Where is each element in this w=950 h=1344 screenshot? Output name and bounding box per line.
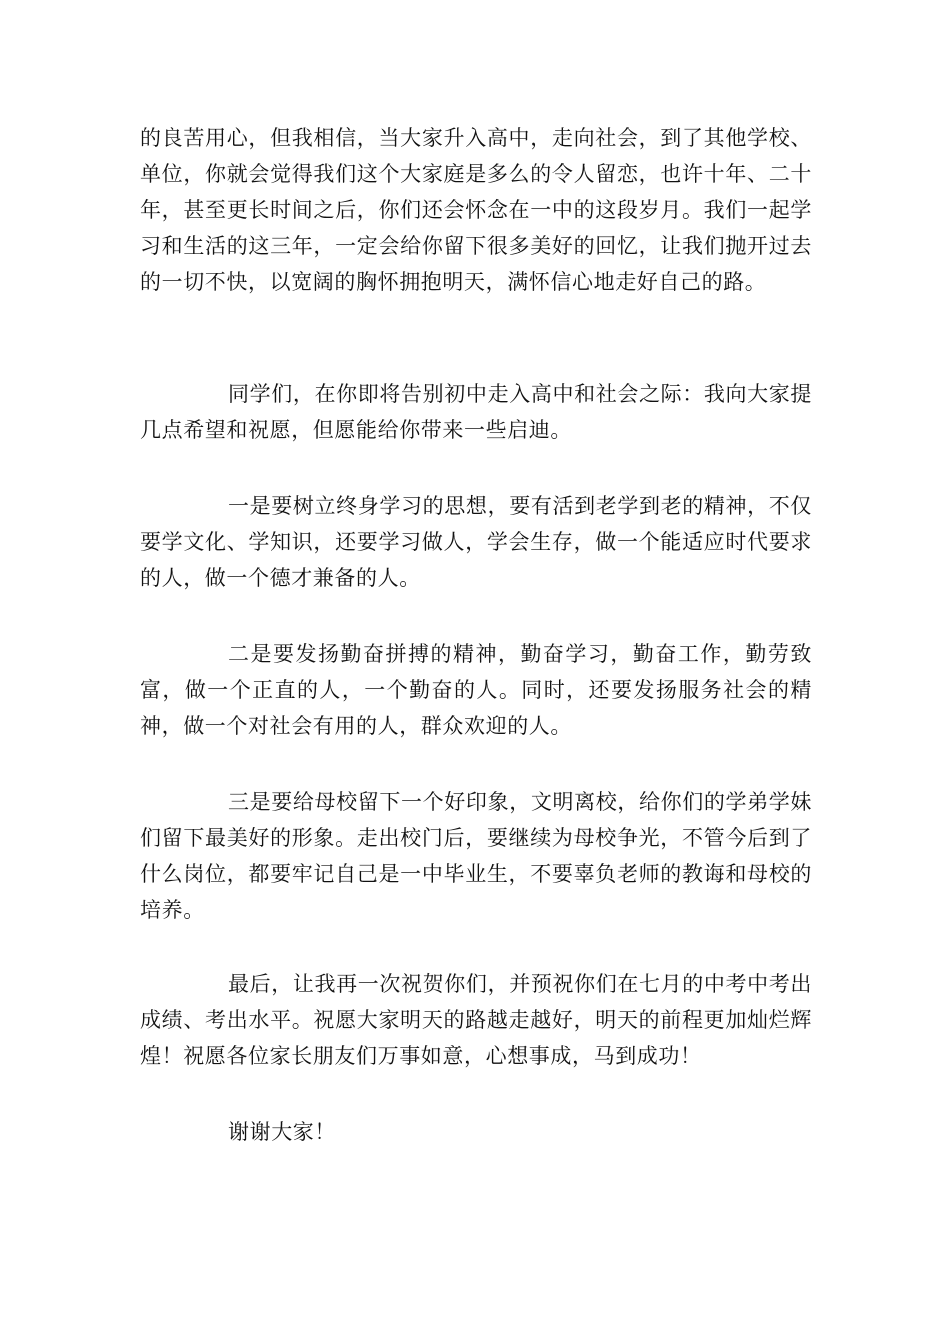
paragraph-greeting: 同学们，在你即将告别初中走入高中和社会之际：我向大家提几点希望和祝愿，但愿能给你带来一些启迪。 xyxy=(140,382,812,442)
paragraph-thanks: 谢谢大家！ xyxy=(228,1120,336,1144)
paragraph-hope-three: 三是要给母校留下一个好印象，文明离校，给你们的学弟学妹们留下最美好的形象。走出校门后，要继续为母校争光，不管今后到了什么岗位，都要牢记自己是一中毕业生，不要辜负老师的教诲和母校的培养。 xyxy=(140,790,812,922)
paragraph-continuation: 的良苦用心，但我相信，当大家升入高中，走向社会，到了其他学校、单位，你就会觉得我们这个大家庭是多么的令人留恋，也许十年、二十年，甚至更长时间之后，你们还会怀念在一中的这段岁月。我们一起学习和生活的这三年，一定会给你留下很多美好的回忆，让我们抛开过去的一切不快，以宽阔的胸怀拥抱明天，满怀信心地走好自己的路。 xyxy=(140,126,812,294)
paragraph-closing-wishes: 最后，让我再一次祝贺你们，并预祝你们在七月的中考中考出成绩、考出水平。祝愿大家明天的路越走越好，明天的前程更加灿烂辉煌！祝愿各位家长朋友们万事如意，心想事成，马到成功！ xyxy=(140,972,812,1068)
paragraph-hope-two: 二是要发扬勤奋拼搏的精神，勤奋学习，勤奋工作，勤劳致富，做一个正直的人，一个勤奋的人。同时，还要发扬服务社会的精神，做一个对社会有用的人，群众欢迎的人。 xyxy=(140,642,812,738)
paragraph-hope-one: 一是要树立终身学习的思想，要有活到老学到老的精神，不仅要学文化、学知识，还要学习做人，学会生存，做一个能适应时代要求的人，做一个德才兼备的人。 xyxy=(140,494,812,590)
